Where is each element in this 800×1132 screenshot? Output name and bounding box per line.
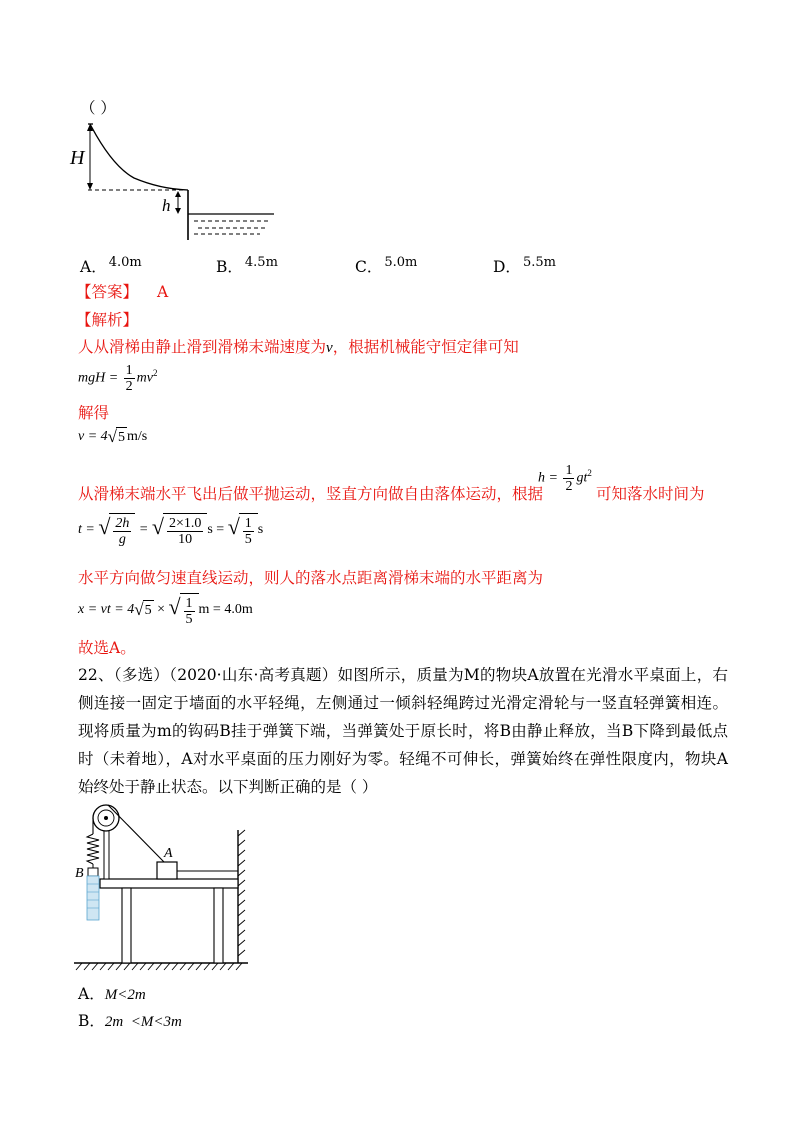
option-d[interactable]: D． $^{5.5m}$	[493, 255, 556, 276]
q22-option-a[interactable]: A．M<2m	[78, 985, 146, 1003]
equation-distance: x = vt = 4 √ 5 × √ $\frac{1}{5}$ m = 4.0m	[78, 594, 253, 627]
block-A-label: A	[164, 846, 173, 861]
height-H-label: H	[70, 147, 85, 169]
slide-figure	[64, 116, 284, 246]
option-b[interactable]: B． $^{4.5m}$	[216, 255, 278, 276]
height-h-label: h	[162, 196, 171, 215]
conclusion: 故选A。	[78, 639, 136, 657]
answer-label: 【答案】	[76, 283, 139, 301]
hook-B-label: B	[75, 866, 84, 881]
question-22-text: 22、（多选）（2020·山东·高考真题）如图所示，质量为M的物块A放置在光滑水平桌面上，右侧连接一固定于墙面的水平轻绳，左侧通过一倾斜轻绳跨过光滑定滑轮与一竖直轻弹簧相连。现将质量为m的钩码B挂于弹簧下端，当弹簧处于原长时，将B由静止释放，当B下降到最低点时（未着地），A对水平桌面的压力刚好为零。轻绳不可伸长，弹簧始终在弹性限度内，物块A始终处于静止状态。以下判断正确的是（ ）	[78, 666, 728, 796]
answer-value: A	[156, 283, 169, 301]
equation-energy: mgH = $\frac{1}{2}$ $mv^2$	[78, 363, 158, 394]
answer-line	[76, 281, 168, 303]
analysis-line-1: 人从滑梯由静止滑到滑梯末端速度为v，根据机械能守恒定律可知	[78, 338, 519, 356]
question-paren: （ ）	[80, 99, 116, 117]
equation-time: t = √ $\frac{2h}{g}$ = √ $\frac{2\times 1.0}{10}$ s = √ $\frac{1}{5}$ s	[78, 514, 264, 547]
equation-velocity: v = 4 √ 5 m/s	[78, 427, 148, 446]
analysis-label: 【解析】	[76, 311, 139, 329]
option-c[interactable]: C． $^{5.0m}$	[355, 255, 418, 276]
analysis-line-3: 水平方向做匀速直线运动，则人的落水点距离滑梯末端的水平距离为	[78, 569, 544, 587]
q22-option-b[interactable]: B．2m <M<3m	[78, 1012, 182, 1030]
pulley-figure	[72, 800, 252, 972]
option-a[interactable]: A． $^{4.0m}$	[80, 255, 142, 276]
equation-free-fall: h = $\frac{1}{2}$ $gt^2$	[538, 463, 592, 494]
analysis-line-2: 从滑梯末端水平飞出后做平抛运动，竖直方向做自由落体运动，根据	[78, 485, 544, 503]
solve-label: 解得	[78, 404, 110, 422]
analysis-line-2-tail: 可知落水时间为	[596, 485, 705, 503]
